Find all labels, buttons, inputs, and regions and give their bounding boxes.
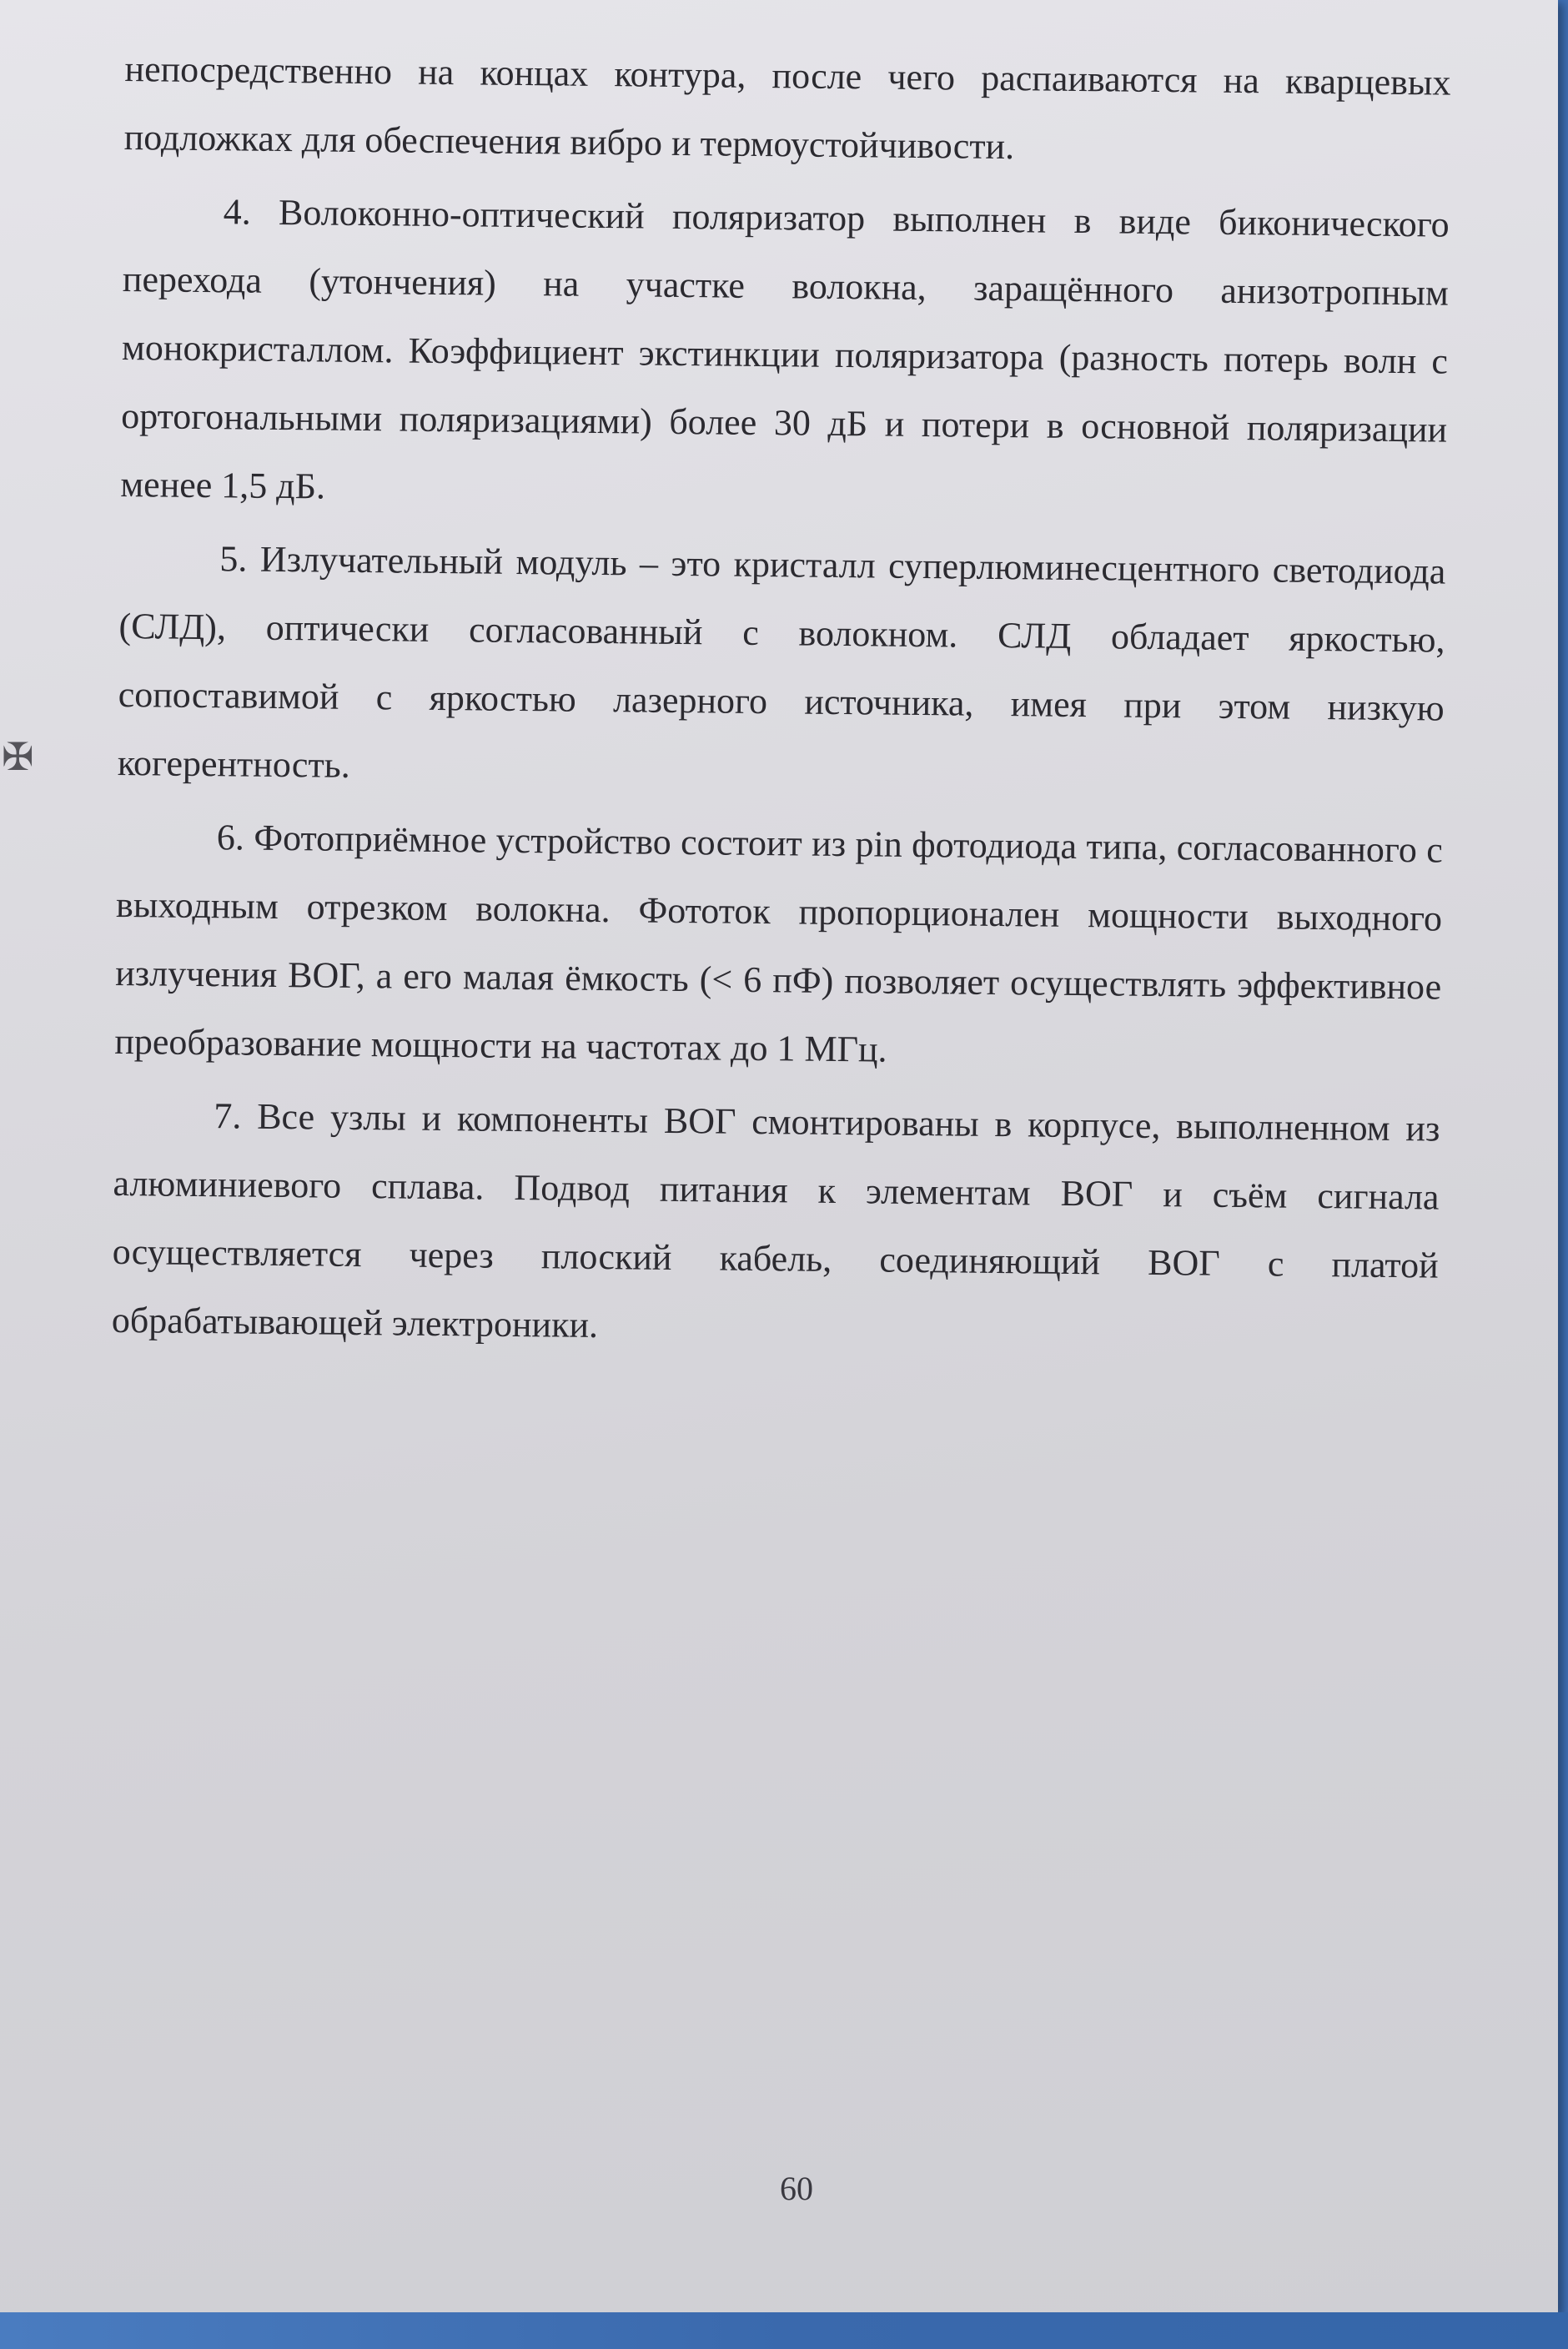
paragraph-item-4: 4. Волоконно-оптический поляризатор выполнен в виде биконического перехода (утончения) на участке волокна, заращённого анизотропным монокристаллом. Коэффициент экстинкции поляризатора (разность потерь волн с ортогональными поляризациями) более 30 дБ и потери в основной поляризации менее 1,5 дБ.: [120, 191, 1450, 507]
background-surface: [0, 2312, 1568, 2349]
page-number: 60: [780, 2170, 813, 2207]
paragraph-item-5: 5. Излучательный модуль – это кристалл суперлюминесцентного светодиода (СЛД), оптически согласованный с волокном. СЛД обладает яркостью, сопоставимой с яркостью лазерного источника, имея при этом низкую когерентность.: [117, 538, 1446, 786]
paragraph-item-6: 6. Фотоприёмное устройство состоит из pin фотодиода типа, согласованного с выходным отрезком волокна. Фототок пропорционален мощности выходного излучения ВОГ, а его малая ёмкость (< 6 пФ) позволяет осуществлять эффективное преобразование мощности на частотах до 1 МГц.: [114, 817, 1444, 1070]
paragraph-continuation: непосредственно на концах контура, после чего распаиваются на кварцевых подложках для обеспечения вибро и термоустойчивости.: [123, 48, 1451, 168]
margin-mark: ✠: [2, 736, 34, 778]
paragraph-item-7: 7. Все узлы и компоненты ВОГ смонтированы в корпусе, выполненном из алюминиевого сплава. Подвод питания к элементам ВОГ и съём сигнала осуществляется через плоский кабель, соединяющий ВОГ с платой обрабатывающей электроники.: [111, 1095, 1440, 1346]
body-text: [111, 35, 1450, 1369]
